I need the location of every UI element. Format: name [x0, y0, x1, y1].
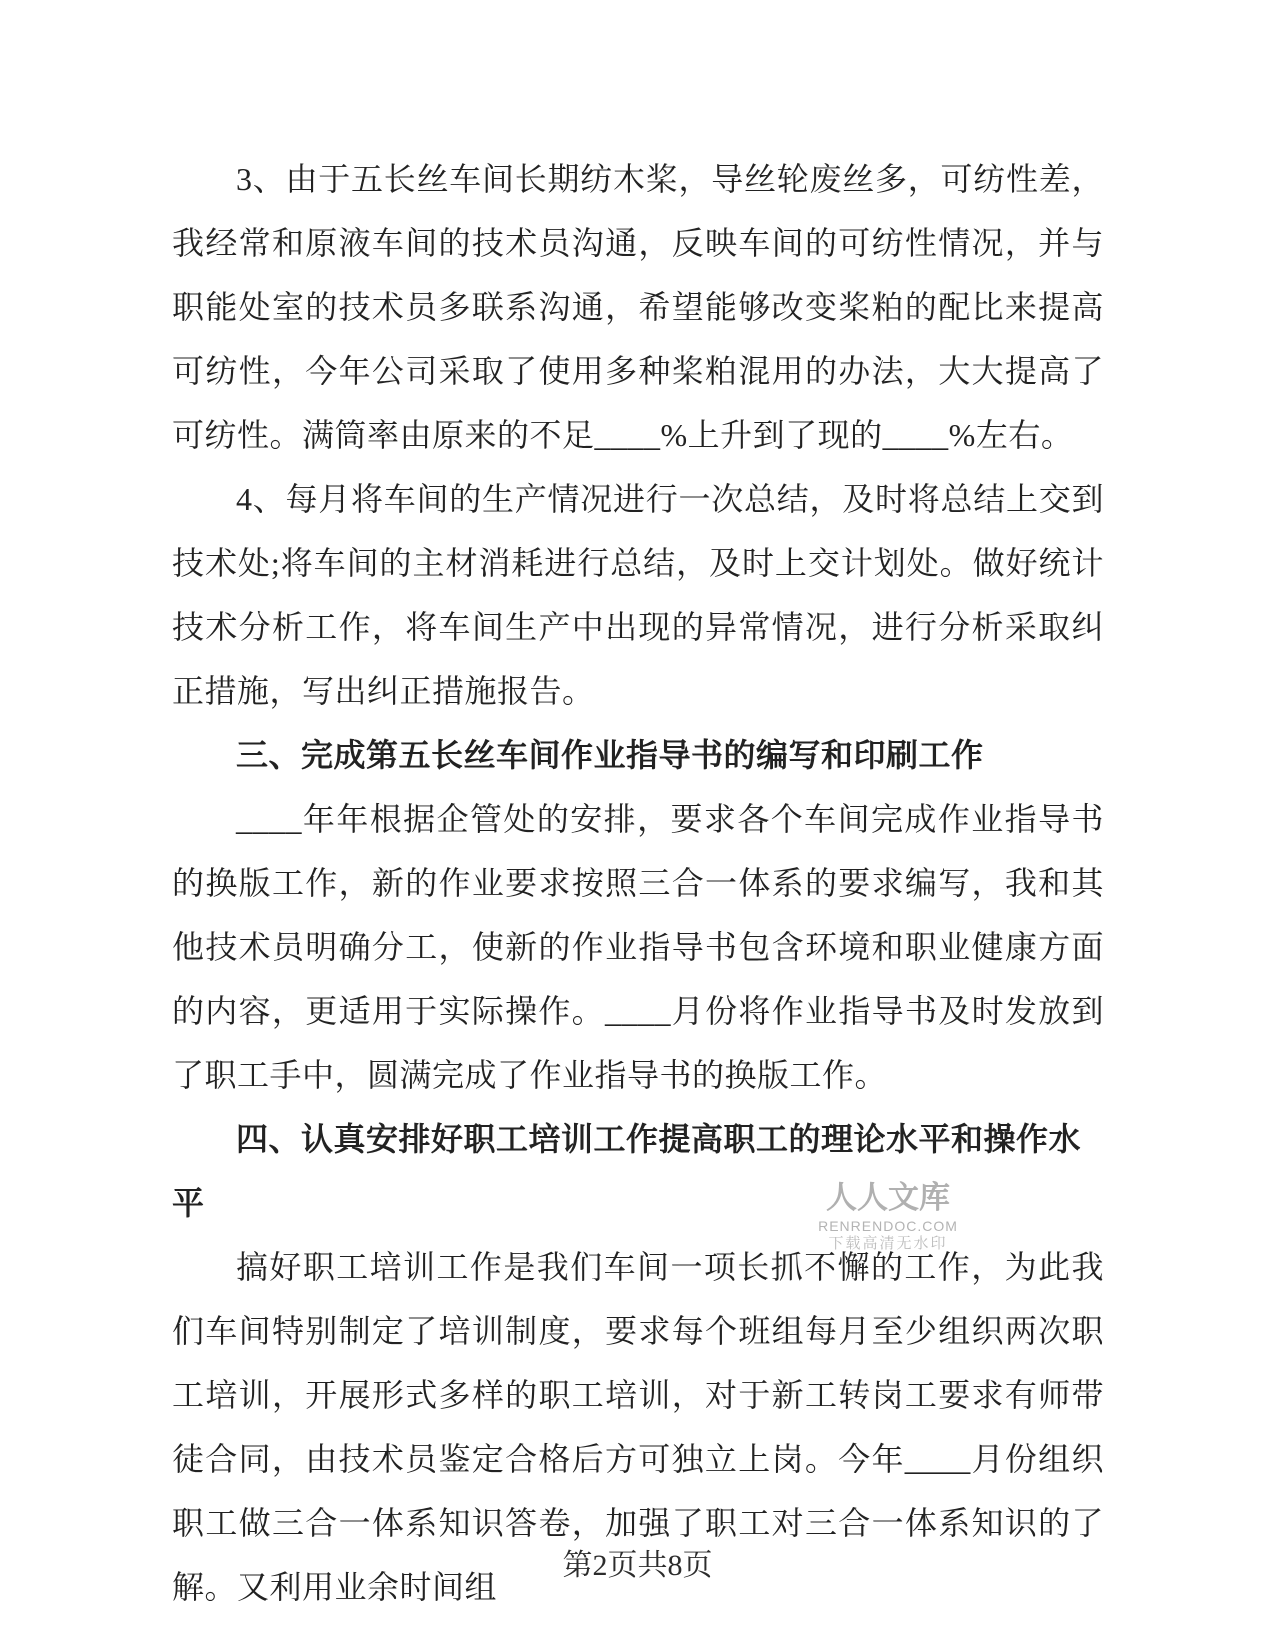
paragraph: ____年年根据企管处的安排，要求各个车间完成作业指导书的换版工作，新的作业要求按照三合一体系的要求编写，我和其他技术员明确分工，使新的作业指导书包含环境和职业健康方面的内容，更适用于实际操作。____月份将作业指导书及时发放到了职工手中，圆满完成了作业指导书的换版工作。: [172, 801, 1104, 1093]
watermark-domain-text: RENRENDOC.COM: [818, 1218, 958, 1234]
page-number: 第2页共8页: [562, 1549, 713, 1582]
section-heading: 三、完成第五长丝车间作业指导书的编写和印刷工作: [236, 737, 984, 773]
paragraph: 3、由于五长丝车间长期纺木桨，导丝轮废丝多，可纺性差，我经常和原液车间的技术员沟通，反映车间的可纺性情况，并与职能处室的技术员多联系沟通，希望能够改变桨粕的配比来提高可纺性，今年公司采取了使用多种桨粕混用的办法，大大提高了可纺性。满筒率由原来的不足____%上升到了现的____%左右。: [172, 161, 1104, 453]
watermark-logo-text: 人人文库: [826, 1180, 950, 1215]
paragraph: 4、每月将车间的生产情况进行一次总结，及时将总结上交到技术处;将车间的主材消耗进行总结，及时上交计划处。做好统计技术分析工作，将车间生产中出现的异常情况，进行分析采取纠正措施，写出纠正措施报告。: [172, 481, 1104, 709]
document-body: [172, 147, 1104, 1619]
watermark-tagline-text: 下载高清无水印: [828, 1236, 948, 1252]
section-heading: 四、认真安排好职工培训工作提高职工的理论水平和操作水平: [172, 1121, 1082, 1221]
paragraph: 搞好职工培训工作是我们车间一项长抓不懈的工作，为此我们车间特别制定了培训制度，要求每个班组每月至少组织两次职工培训，开展形式多样的职工培训，对于新工转岗工要求有师带徒合同，由技术员鉴定合格后方可独立上岗。今年____月份组织职工做三合一体系知识答卷，加强了职工对三合一体系知识的了解。又利用业余时间组: [172, 1249, 1104, 1605]
